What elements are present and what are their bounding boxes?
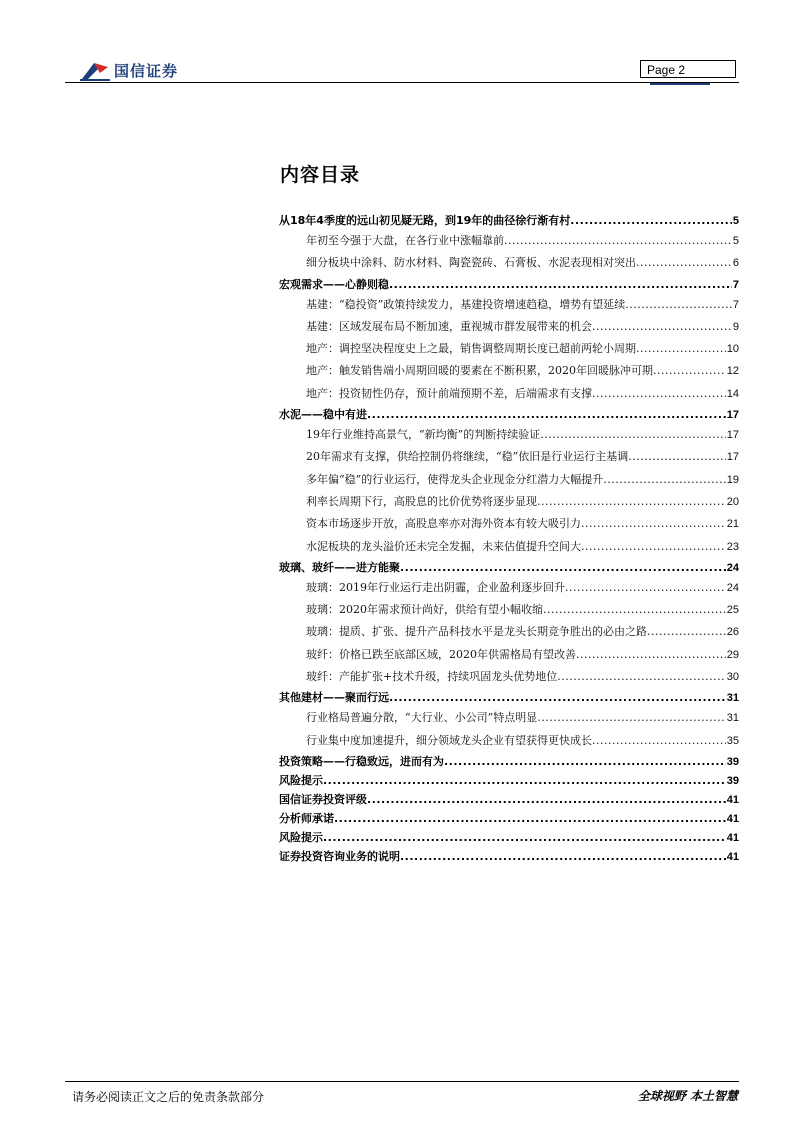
toc-entry-section[interactable] [279, 752, 739, 771]
toc-entry-page: 39 [726, 755, 739, 768]
toc-entry-subsection[interactable] [279, 491, 739, 513]
toc-entry-page: 12 [726, 365, 739, 378]
toc-entry-page: 6 [732, 257, 739, 270]
toc-entry-page: 17 [726, 429, 739, 442]
toc-entry-subsection[interactable] [279, 360, 739, 382]
toc-entry-page: 21 [726, 518, 739, 531]
toc-entry-page: 30 [726, 671, 739, 684]
toc-entry-page: 39 [726, 774, 739, 787]
toc-entry-page: 20 [726, 495, 739, 508]
toc-entry-page: 9 [732, 320, 739, 333]
toc-leader-dots [565, 577, 726, 599]
toc-leader-dots [557, 666, 726, 688]
toc-leader-dots [581, 513, 726, 535]
toc-title: 内容目录 [280, 164, 361, 186]
toc-entry-title: 多年偏“稳”的行业运行，使得龙头企业现金分红潜力大幅提升 [306, 472, 604, 486]
toc-entry-subsection[interactable] [279, 446, 739, 468]
toc-entry-section[interactable] [279, 771, 739, 790]
toc-entry-title: 玻璃、玻纤——进方能聚 [279, 560, 400, 574]
toc-leader-dots [367, 790, 726, 809]
toc-entry-title: 细分板块中涂料、防水材料、陶瓷瓷砖、石膏板、水泥表现相对突出 [306, 256, 636, 270]
toc-leader-dots [400, 847, 726, 866]
toc-entry-title: 从18年4季度的远山初见疑无路，到19年的曲径徐行渐有村 [279, 214, 571, 227]
toc-entry-title: 宏观需求——心静则稳 [279, 277, 389, 291]
toc-entry-title: 风险提示 [279, 773, 323, 787]
toc-entry-title: 其他建材——聚而行远 [279, 691, 389, 705]
toc-leader-dots [653, 360, 726, 382]
toc-entry-subsection[interactable] [279, 577, 739, 599]
toc-entry-title: 证券投资咨询业务的说明 [279, 849, 400, 863]
logo-mark-icon [80, 59, 110, 81]
toc-entry-page: 17 [726, 451, 739, 464]
toc-entry-section[interactable] [279, 688, 739, 707]
toc-leader-dots [636, 338, 726, 360]
table-of-contents [279, 211, 739, 866]
toc-leader-dots [592, 316, 732, 338]
toc-entry-subsection[interactable] [279, 338, 739, 360]
header-accent-bar [650, 83, 710, 85]
toc-entry-subsection[interactable] [279, 621, 739, 643]
toc-entry-page: 41 [726, 793, 739, 806]
toc-entry-title: 地产：调控坚决程度史上之最，销售调整周期长度已超前两轮小周期 [306, 342, 636, 356]
toc-entry-title: 基建：“稳投资”政策持续发力，基建投资增速趋稳，增势有望延续 [306, 297, 626, 311]
toc-leader-dots [323, 828, 726, 847]
header-divider [65, 82, 739, 83]
toc-entry-title: 投资策略——行稳致远，进而有为 [279, 754, 444, 768]
toc-entry-section[interactable] [279, 809, 739, 828]
toc-entry-subsection[interactable] [279, 316, 739, 338]
footer-disclaimer: 请务必阅读正文之后的免责条款部分 [72, 1090, 265, 1104]
toc-leader-dots [636, 252, 732, 274]
toc-entry-page: 24 [726, 581, 739, 594]
toc-entry-page: 35 [726, 734, 739, 747]
toc-entry-page: 41 [726, 850, 739, 863]
toc-entry-page: 31 [726, 692, 739, 705]
toc-entry-title: 地产：投资韧性仍存，预计前端预期不差，后端需求有支撑 [306, 386, 592, 400]
toc-leader-dots [367, 405, 726, 424]
toc-entry-title: 风险提示 [279, 830, 323, 844]
page-number-box: Page 2 [640, 60, 736, 78]
toc-entry-section[interactable] [279, 275, 739, 294]
toc-entry-title: 基建：区域发展布局不断加速，重视城市群发展带来的机会 [306, 319, 592, 333]
toc-entry-section[interactable] [279, 211, 739, 230]
toc-entry-page: 41 [726, 831, 739, 844]
toc-entry-subsection[interactable] [279, 294, 739, 316]
logo-text: 国信证券 [114, 61, 179, 80]
toc-leader-dots [625, 294, 732, 316]
toc-entry-page: 29 [726, 648, 739, 661]
toc-leader-dots [543, 599, 726, 621]
toc-entry-page: 14 [726, 387, 739, 400]
toc-entry-subsection[interactable] [279, 513, 739, 535]
toc-entry-section[interactable] [279, 558, 739, 577]
toc-leader-dots [537, 707, 726, 729]
toc-entry-subsection[interactable] [279, 730, 739, 752]
company-logo [80, 57, 178, 83]
toc-entry-page: 24 [726, 561, 739, 574]
toc-entry-subsection[interactable] [279, 424, 739, 446]
toc-entry-subsection[interactable] [279, 252, 739, 274]
toc-entry-title: 国信证券投资评级 [279, 792, 367, 806]
toc-entry-page: 7 [732, 298, 739, 311]
toc-leader-dots [540, 424, 726, 446]
toc-leader-dots [603, 469, 726, 491]
toc-leader-dots [570, 211, 732, 230]
toc-leader-dots [592, 730, 726, 752]
toc-entry-title: 年初至今强于大盘，在各行业中涨幅靠前 [306, 234, 504, 247]
toc-entry-subsection[interactable] [279, 536, 739, 558]
toc-leader-dots [323, 771, 726, 790]
toc-entry-page: 5 [732, 235, 739, 247]
toc-leader-dots [444, 752, 726, 771]
toc-entry-subsection[interactable] [279, 230, 739, 252]
toc-entry-subsection[interactable] [279, 707, 739, 729]
toc-leader-dots [628, 446, 726, 468]
toc-entry-subsection[interactable] [279, 383, 739, 405]
toc-entry-title: 玻璃：2019年行业运行走出阴霾，企业盈利逐步回升 [306, 580, 565, 594]
toc-entry-title: 行业格局普遍分散，“大行业、小公司”特点明显 [306, 711, 538, 725]
toc-entry-page: 7 [732, 278, 739, 291]
toc-entry-title: 玻璃：提质、扩张、提升产品科技水平是龙头长期竞争胜出的必由之路 [306, 625, 647, 639]
toc-entry-subsection[interactable] [279, 599, 739, 621]
toc-entry-subsection[interactable] [279, 469, 739, 491]
toc-leader-dots [400, 558, 726, 577]
toc-entry-title: 利率长周期下行，高股息的比价优势将逐步显现 [306, 494, 537, 508]
toc-entry-title: 水泥板块的龙头溢价还未完全发掘，未来估值提升空间大 [306, 539, 581, 553]
toc-entry-page: 25 [726, 604, 739, 617]
toc-entry-title: 地产：触发销售端小周期回暖的要素在不断积累，2020年回暖脉冲可期 [306, 364, 653, 378]
toc-leader-dots [581, 536, 726, 558]
toc-entry-subsection[interactable] [279, 644, 739, 666]
toc-entry-page: 26 [726, 626, 739, 639]
toc-leader-dots [334, 809, 726, 828]
toc-entry-section[interactable] [279, 790, 739, 809]
toc-entry-title: 行业集中度加速提升，细分领域龙头企业有望获得更快成长 [306, 733, 592, 747]
toc-entry-title: 玻璃：2020年需求预计尚好，供给有望小幅收缩 [306, 603, 543, 617]
toc-entry-page: 31 [726, 712, 739, 725]
toc-entry-page: 5 [732, 215, 739, 227]
toc-entry-page: 41 [726, 812, 739, 825]
toc-entry-page: 23 [726, 540, 739, 553]
toc-entry-page: 17 [726, 409, 739, 422]
toc-entry-title: 分析师承诺 [279, 811, 334, 825]
toc-entry-title: 20年需求有支撑，供给控制仍将继续，“稳”依旧是行业运行主基调 [306, 450, 629, 464]
toc-entry-subsection[interactable] [279, 666, 739, 688]
toc-leader-dots [504, 230, 732, 252]
toc-entry-section[interactable] [279, 847, 739, 866]
toc-entry-section[interactable] [279, 828, 739, 847]
toc-entry-page: 19 [726, 473, 739, 486]
toc-leader-dots [592, 383, 726, 405]
toc-leader-dots [576, 644, 726, 666]
footer-divider [65, 1081, 739, 1082]
toc-entry-section[interactable] [279, 405, 739, 424]
toc-entry-title: 资本市场逐步开放，高股息率亦对海外资本有较大吸引力 [306, 517, 581, 531]
toc-leader-dots [389, 688, 726, 707]
toc-entry-title: 水泥——稳中有进 [279, 408, 367, 422]
toc-entry-title: 玻纤：价格已跌至底部区域，2020年供需格局有望改善 [306, 647, 576, 661]
footer-slogan: 全球视野 本土智慧 [637, 1089, 738, 1103]
toc-leader-dots [389, 275, 732, 294]
toc-entry-title: 19年行业维持高景气，“新均衡”的判断持续验证 [306, 428, 541, 442]
toc-leader-dots [647, 621, 726, 643]
toc-entry-title: 玻纤：产能扩张+技术升级，持续巩固龙头优势地位 [306, 670, 558, 684]
toc-entry-page: 10 [726, 343, 739, 356]
toc-leader-dots [537, 491, 726, 513]
